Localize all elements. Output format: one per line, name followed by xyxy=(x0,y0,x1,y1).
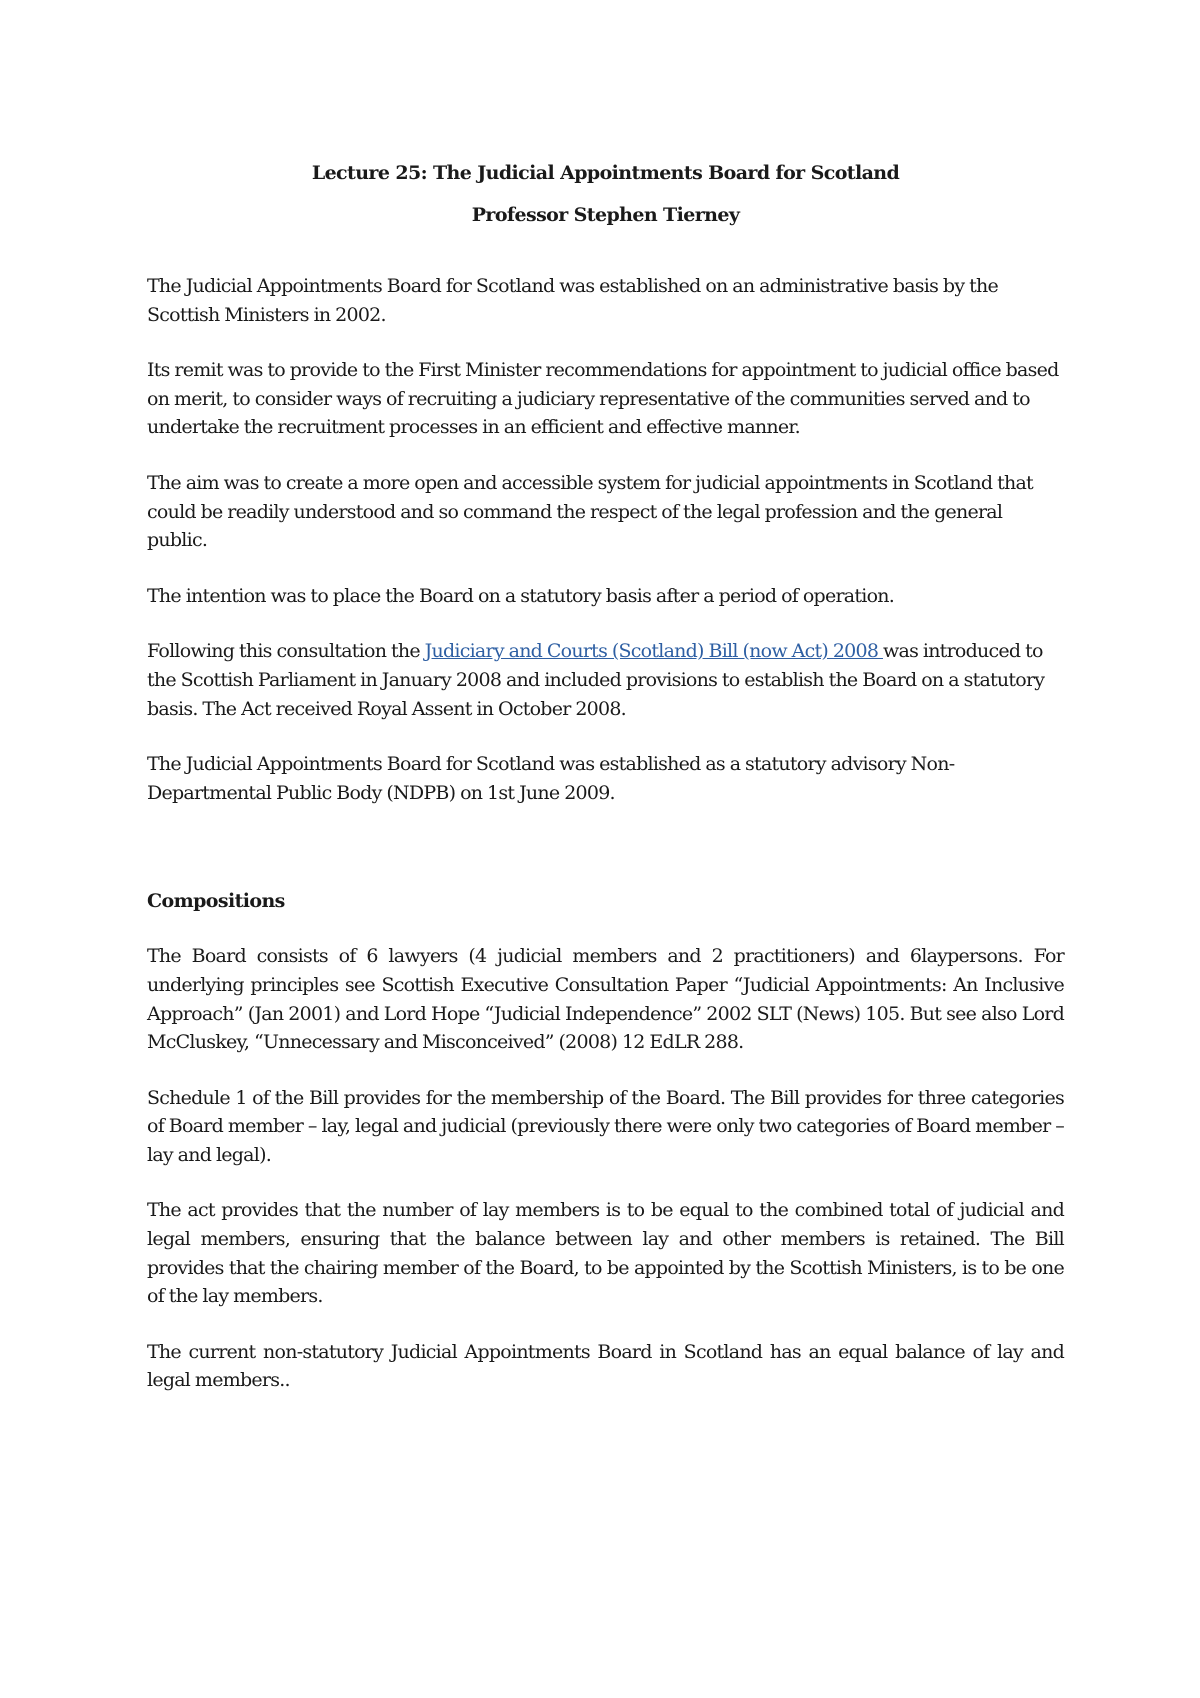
intro-paragraph-4: The intention was to place the Board on a statutory basis after a period of operation. xyxy=(147,584,895,607)
intro-paragraph-5 xyxy=(147,637,1064,723)
compositions-paragraph-1: The Board consists of 6 lawyers (4 judicial members and 2 practitioners) and 6laypersons. For underlying principles see Scottish Executive Consultation Paper “Judicial Appointments: An Inclusive Approach” (Jan 2001) and Lord Hope “Judicial Independence” 2002 SLT (News) 105. But see also Lord McCluskey, “Unnecessary and Misconceived” (2008) 12 EdLR 288. xyxy=(147,945,1064,1054)
intro-paragraph-2: Its remit was to provide to the First Minister recommendations for appointment to judicial office based on merit, to consider ways of recruiting a judiciary representative of the communities served and to undertake the recruitment processes in an efficient and effective manner. xyxy=(147,359,1059,439)
document-author: Professor Stephen Tierney xyxy=(471,204,740,226)
compositions-heading: Compositions xyxy=(147,890,285,913)
document-page xyxy=(147,160,1064,1395)
intro-paragraph-5-lead: Following this consultation the xyxy=(147,640,425,663)
document-title: Lecture 25: The Judicial Appointments Board for Scotland xyxy=(311,162,900,184)
intro-paragraph-3: The aim was to create a more open and accessible system for judicial appointments in Scotland that could be readily understood and so command the respect of the legal profession and the general public. xyxy=(147,471,1033,552)
compositions-paragraph-3: The act provides that the number of lay members is to be equal to the combined total of judicial and legal members, ensuring that the balance between lay and other members is retained. The Bill provides that the chairing member of the Board, to be appointed by the Scottish Ministers, is to be one of the lay members. xyxy=(147,1199,1064,1308)
intro-paragraph-5-rest: was introduced to the Scottish Parliament in January 2008 and included provisions to establish the Board on a statutory basis. The Act received Royal Assent in October 2008. xyxy=(147,640,1045,720)
intro-paragraph-1: The Judicial Appointments Board for Scotland was established on an administrative basis by the Scottish Ministers in 2002. xyxy=(147,275,998,326)
intro-paragraph-6: The Judicial Appointments Board for Scotland was established as a statutory advisory Non-Departmental Public Body (NDPB) on 1st June 2009. xyxy=(147,753,955,804)
compositions-paragraph-4: The current non-statutory Judicial Appointments Board in Scotland has an equal balance of lay and legal members.. xyxy=(147,1340,1064,1392)
judiciary-courts-bill-link[interactable]: Judiciary and Courts (Scotland) Bill (now Act) 2008 xyxy=(424,640,883,663)
compositions-paragraph-2: Schedule 1 of the Bill provides for the membership of the Board. The Bill provides for three categories of Board member – lay, legal and judicial (previously there were only two categories of Board member – lay and legal). xyxy=(147,1086,1064,1166)
